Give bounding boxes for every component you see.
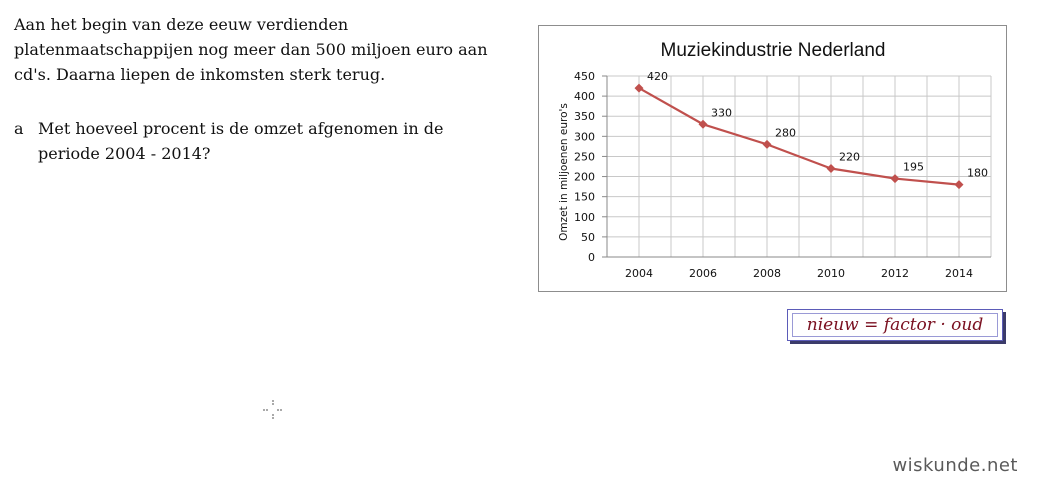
data-point-marker (635, 84, 644, 93)
site-brand: wiskunde.net (892, 455, 1018, 476)
data-point-marker (955, 180, 964, 189)
data-label: 420 (647, 70, 668, 84)
y-tick-label: 450 (574, 70, 595, 83)
data-point-marker (891, 174, 900, 183)
y-tick-label: 200 (574, 170, 595, 184)
data-point-marker (699, 120, 708, 129)
y-tick-label: 100 (574, 210, 595, 224)
intro-line: platenmaatschappijen nog meer dan 500 miljoen euro aan (14, 40, 488, 59)
intro-line: Aan het begin van deze eeuw verdienden (14, 15, 349, 34)
x-tick-label: 2012 (881, 267, 909, 280)
y-tick-label: 350 (574, 110, 595, 124)
intro-line: cd's. Daarna liepen de inkomsten sterk terug. (14, 65, 386, 84)
y-tick-label: 150 (574, 190, 595, 204)
formula-inner (792, 313, 998, 337)
x-tick-label: 2006 (689, 267, 717, 280)
x-tick-label: 2014 (945, 267, 973, 280)
question-text (38, 116, 484, 166)
y-axis-label: Omzet in miljoenen euro's (558, 103, 570, 241)
chart-title: Muziekindustrie Nederland (660, 40, 886, 61)
data-label: 195 (903, 160, 924, 174)
line-chart (538, 25, 1007, 292)
y-tick-label: 50 (581, 230, 595, 244)
line-chart-svg (539, 26, 1006, 291)
data-point-marker (763, 140, 772, 149)
y-tick-label: 250 (574, 150, 595, 164)
data-label: 180 (967, 166, 988, 180)
formula-box (787, 309, 1003, 341)
data-point-marker (827, 164, 836, 173)
question-a (14, 116, 484, 166)
data-label: 220 (839, 150, 860, 164)
x-tick-label: 2008 (753, 267, 781, 280)
data-label: 330 (711, 106, 732, 120)
question-line: Met hoeveel procent is de omzet afgenomen in de (38, 119, 444, 138)
question-letter: a (14, 119, 24, 138)
question-line: periode 2004 - 2014? (38, 144, 211, 163)
formula-text: nieuw = factor · oud (806, 315, 984, 335)
crosshair-cursor-icon (262, 399, 284, 421)
y-tick-label: 400 (574, 90, 595, 104)
y-tick-label: 300 (574, 130, 595, 144)
x-tick-label: 2010 (817, 267, 845, 280)
data-label: 280 (775, 126, 796, 140)
intro-text (14, 12, 494, 87)
x-tick-label: 2004 (625, 267, 653, 280)
y-tick-label: 0 (588, 251, 595, 264)
